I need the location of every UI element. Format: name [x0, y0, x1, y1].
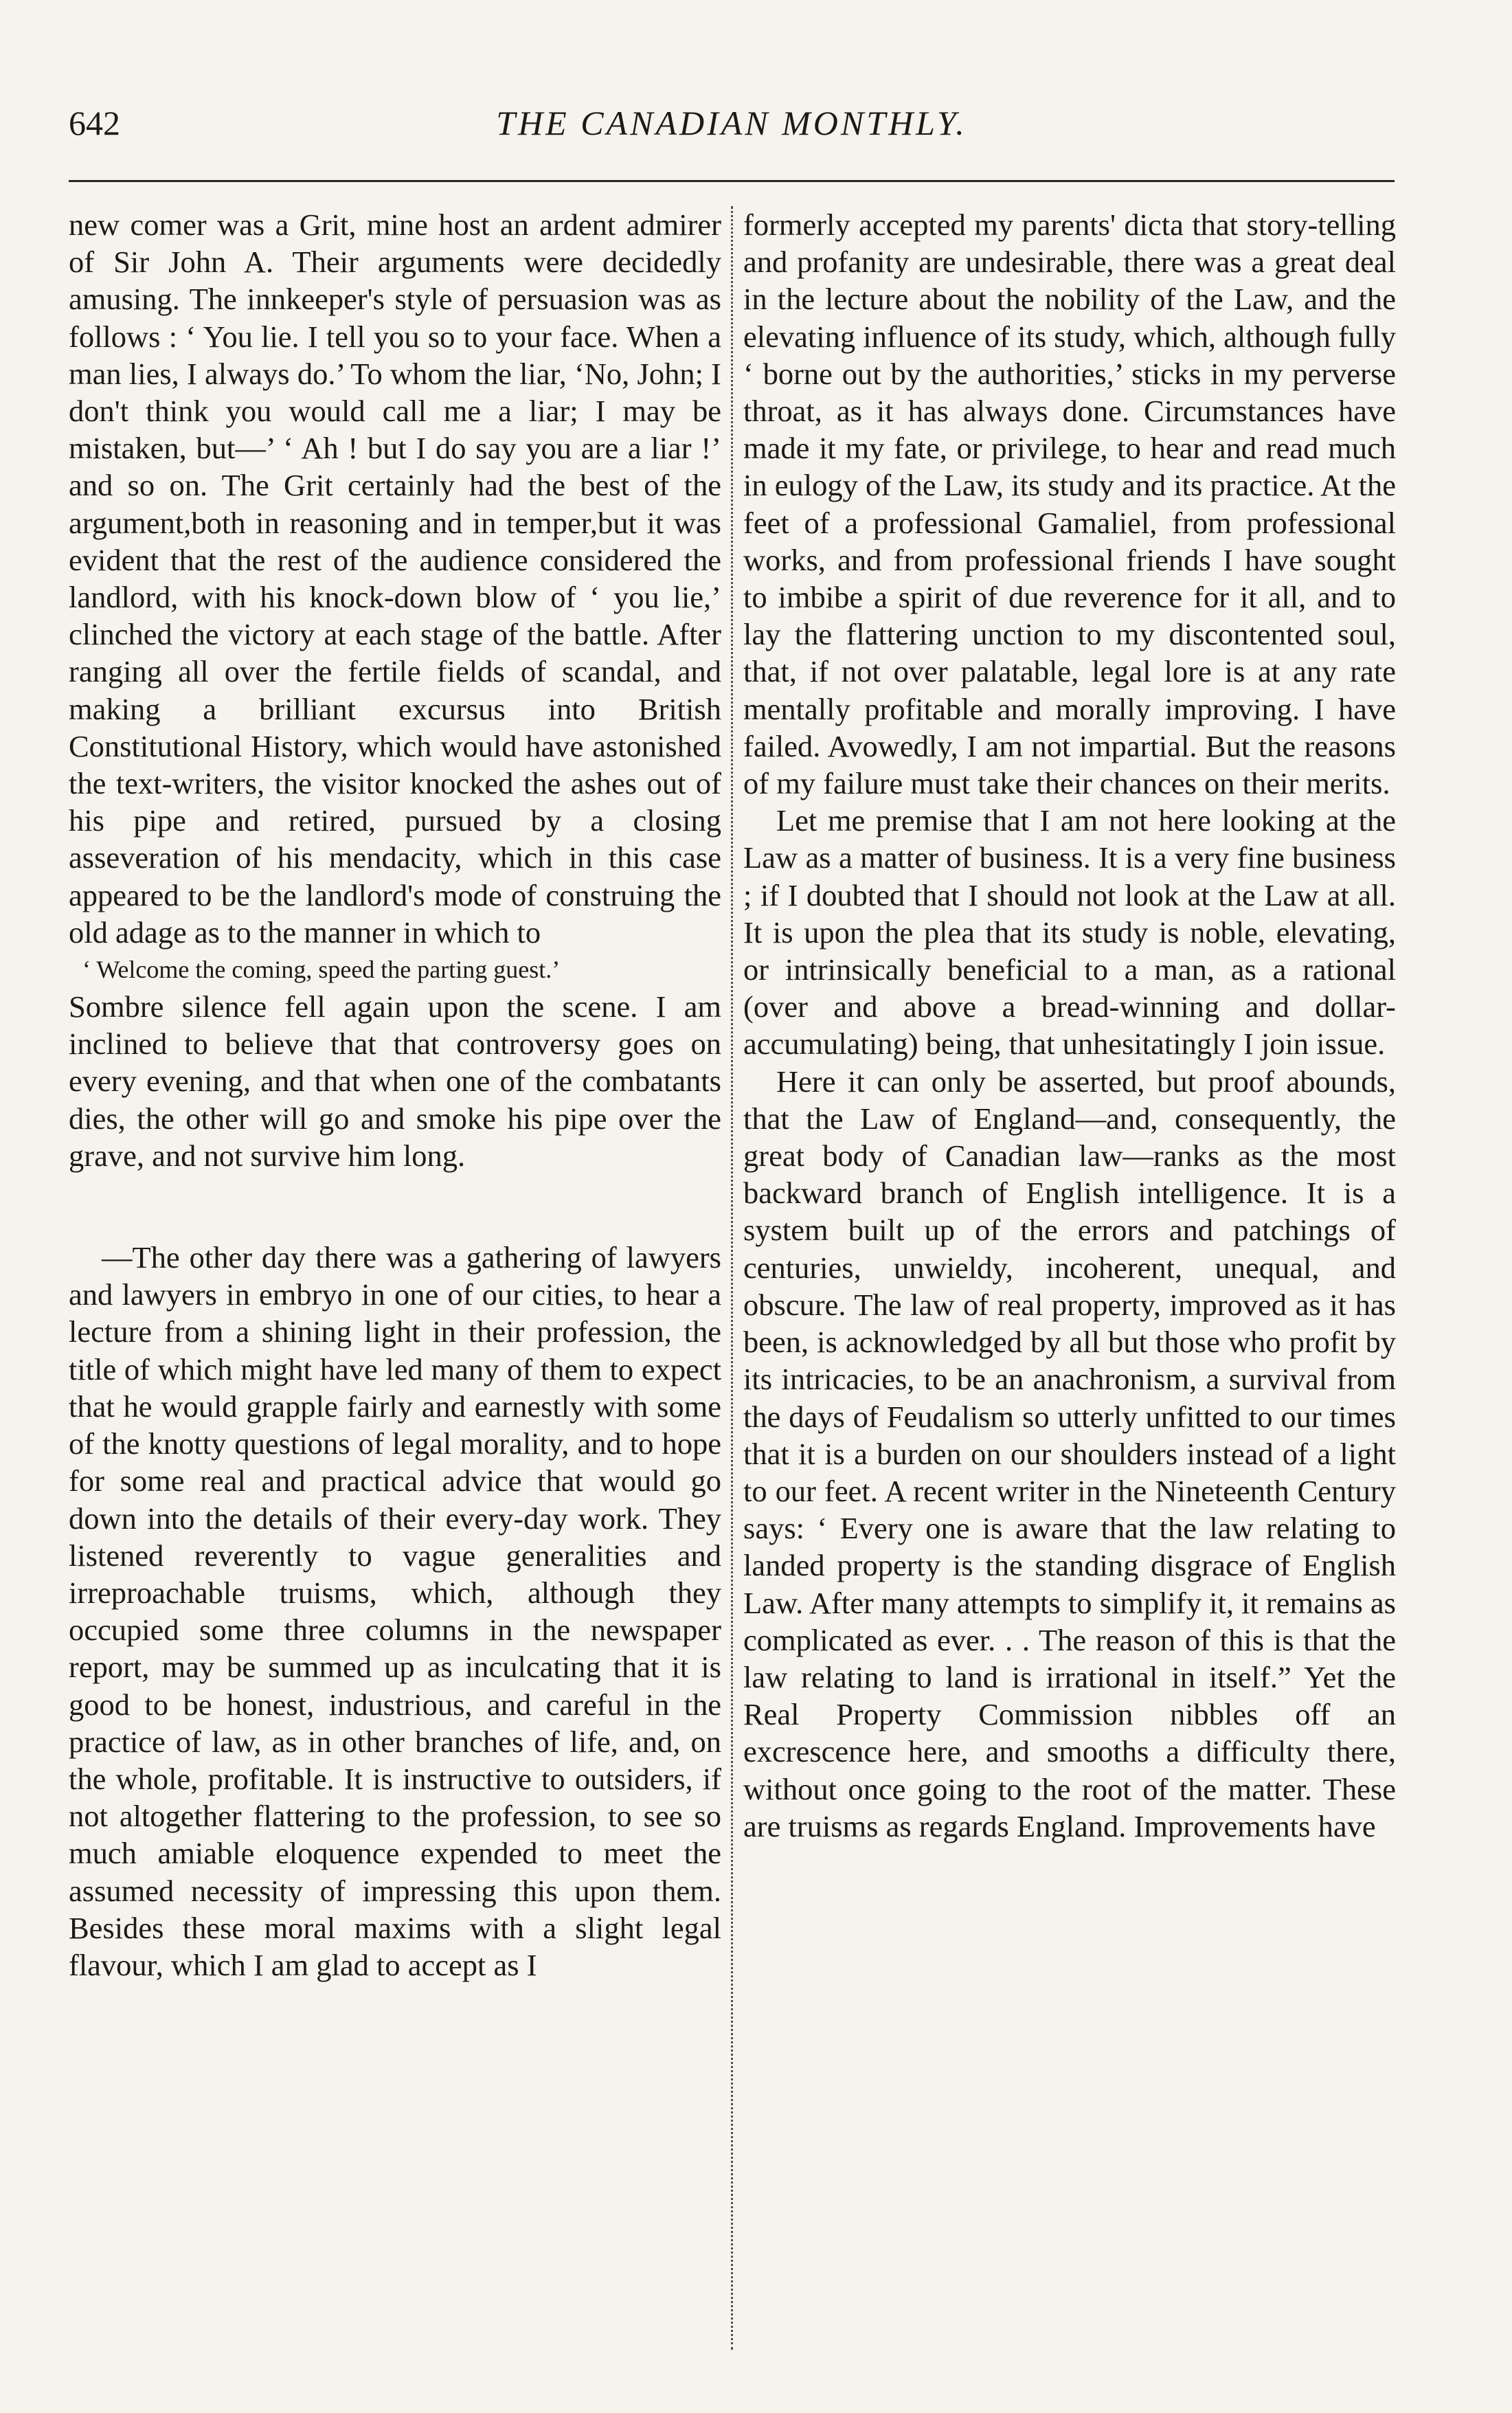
right-paragraph-2: Let me premise that I am not here looking at the Law as a matter of business. It is a very fine business ; if I doubted that I should not look at the Law at all. It is upon the plea that its study is noble, elevating, or intrinsically beneficial to a man, as a rational (over and above a bread-winning and dollar-accumulating) being, that unhesitatingly I join issue.	[743, 803, 1396, 1062]
header-rule	[69, 180, 1395, 182]
left-paragraph-1: new comer was a Grit, mine host an ardent admirer of Sir John A. Their arguments were decidedly amusing. The innkeeper's style of persuasion was as follows : ‘ You lie. I tell you so to your face. When a man lies, I always do.’ To whom the liar, ‘No, John; I don't think you would call me a liar; I may be mistaken, but—’ ‘ Ah ! but I do say you are a liar !’ and so on. The Grit certainly had the best of the argument,both in reasoning and in temper,but it was evident that the rest of the audience considered the landlord, with his knock-down blow of ‘ you lie,’ clinched the victory at each stage of the battle. After ranging all over the fertile fields of scandal, and making a brilliant excursus into British Constitutional History, which would have astonished the text-writers, the visitor knocked the ashes out of his pipe and retired, pursued by a closing asseveration of his mendacity, which in this case appeared to be the landlord's mode of construing the old adage as to the manner in which to	[69, 207, 721, 950]
right-column	[743, 206, 1396, 1845]
column-divider	[731, 206, 733, 2350]
left-paragraph-2: Sombre silence fell again upon the scene. I am inclined to believe that that controversy goes on every evening, and that when one of the combatants dies, the other will go and smoke his pipe over the grave, and not survive him long.	[69, 989, 721, 1173]
page-number: 642	[69, 104, 120, 142]
right-paragraph-3: Here it can only be asserted, but proof abounds, that the Law of England—and, consequently, the great body of Canadian law—ranks as the most backward branch of English intelligence. It is a system built up of the errors and patchings of centuries, unwieldy, incoherent, unequal, and obscure. The law of real property, improved as it has been, is acknowledged by all but those who profit by its intricacies, to be an anachronism, a survival from the days of Feudalism so utterly unfitted to our times that it is a burden on our shoulders instead of a light to our feet. A recent writer in the Nineteenth Century says: ‘ Every one is aware that the law relating to landed property is the standing disgrace of English Law. After many attempts to simplify it, it remains as complicated as ever. . . The reason of this is that the law relating to land is irrational in itself.” Yet the Real Property Commission nibbles off an excrescence here, and smooths a difficulty there, without once going to the root of the matter. These are truisms as regards England. Improvements have	[743, 1064, 1396, 1843]
page-header	[69, 103, 1395, 158]
running-title: THE CANADIAN MONTHLY.	[496, 104, 967, 142]
left-paragraph-3: —The other day there was a gathering of lawyers and lawyers in embryo in one of our cities, to hear a lecture from a shining light in their profession, the title of which might have led many of them to expect that he would grapple fairly and earnestly with some of the knotty questions of legal morality, and to hope for some real and practical advice that would go down into the details of their every-day work. They listened reverently to vague generalities and irreproachable truisms, which, although they occupied some three columns in the newspaper report, may be summed up as inculcating that it is good to be honest, industrious, and careful in the practice of law, as in other branches of life, and, on the whole, profitable. It is instructive to outsiders, if not altogether flattering to the profession, to see so much amiable eloquence expended to meet the assumed necessity of impressing this upon them. Besides these moral maxims with a slight legal flavour, which I am glad to accept as I	[69, 1240, 721, 1982]
verse-quote: ‘ Welcome the coming, speed the parting guest.’	[82, 956, 561, 984]
left-column	[69, 206, 721, 1984]
right-paragraph-1: formerly accepted my parents' dicta that story-telling and profanity are undesirable, there was a great deal in the lecture about the nobility of the Law, and the elevating influence of its study, which, although fully ‘ borne out by the authorities,’ sticks in my perverse throat, as it has always done. Circumstances have made it my fate, or privilege, to hear and read much in eulogy of the Law, its study and its practice. At the feet of a professional Gamaliel, from professional works, and from professional friends I have sought to imbibe a spirit of due reverence for it all, and to lay the flattering unction to my discontented soul, that, if not over palatable, legal lore is at any rate mentally profitable and morally improving. I have failed. Avowedly, I am not impartial. But the reasons of my failure must take their chances on their merits.	[743, 207, 1396, 801]
